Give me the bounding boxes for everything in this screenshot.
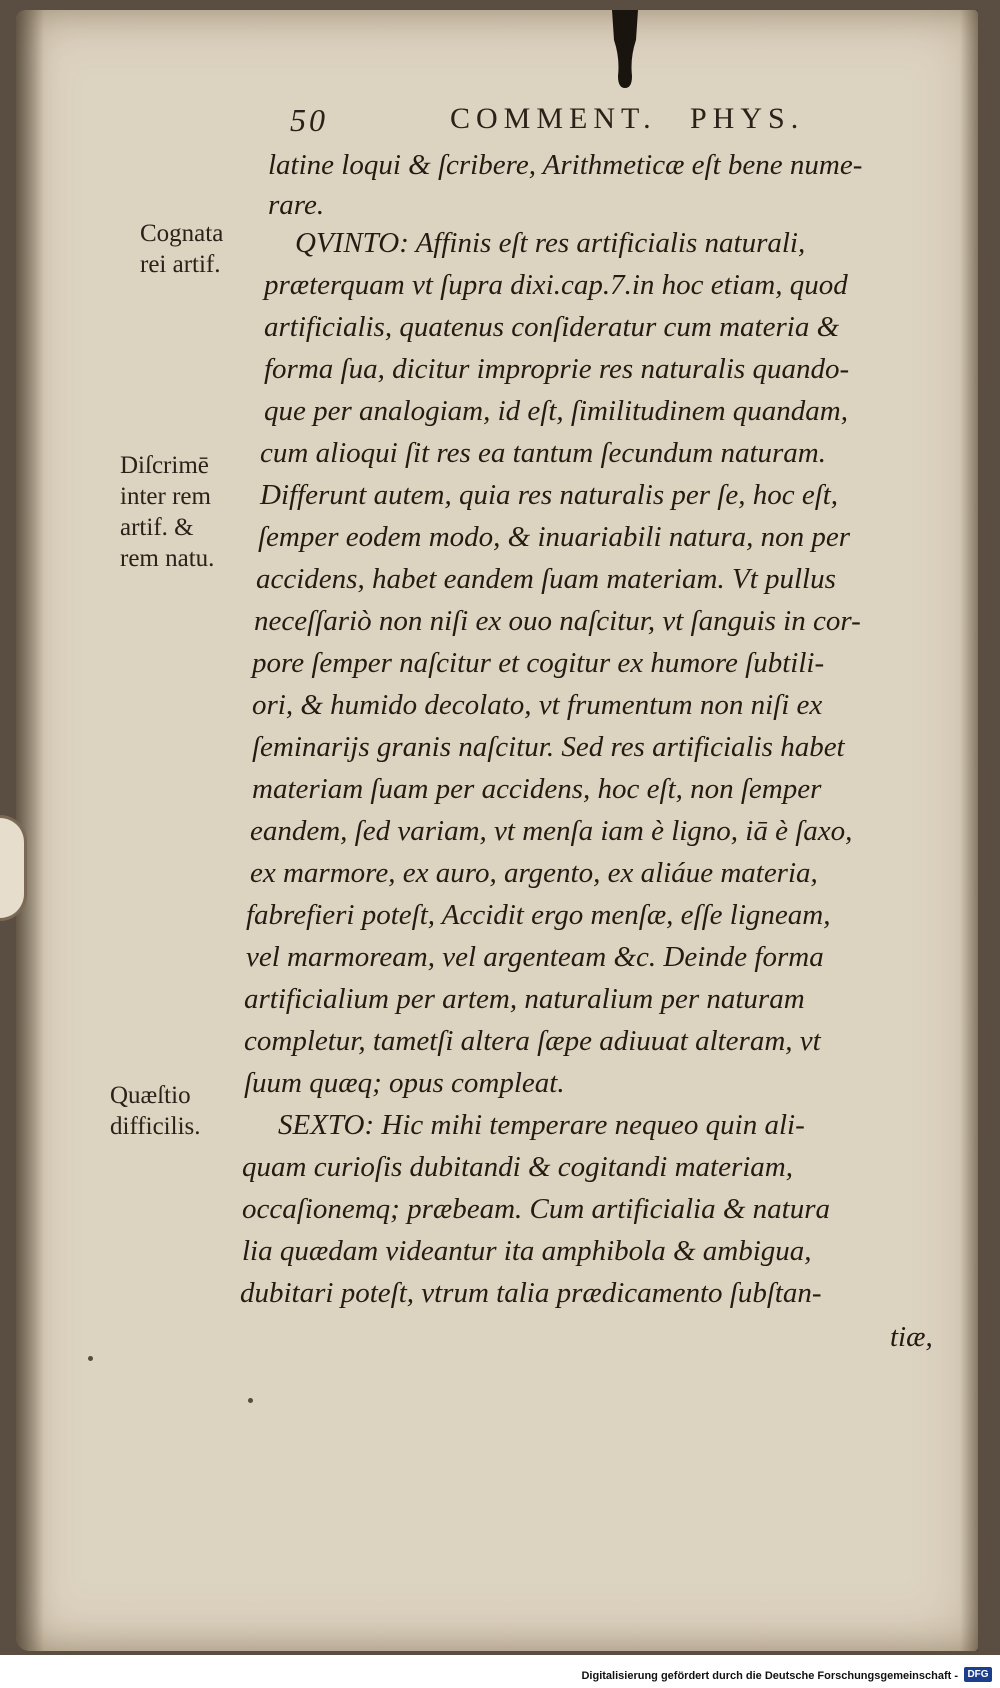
ink-speck — [248, 1398, 253, 1403]
text-line: materiam ſuam per accidens, hoc eſt, non ſemper — [252, 773, 822, 805]
text-line: latine loqui & ſcribere, Arithmeticæ eſt bene nume- — [268, 149, 863, 181]
text-line: fabrefieri poteſt, Accidit ergo menſæ, eſſe ligneam, — [246, 899, 831, 931]
text-line: dubitari poteſt, vtrum talia prædicamento ſubſtan- — [240, 1277, 822, 1309]
text-line: SEXTO: Hic mihi temperare nequeo quin ali- — [278, 1109, 805, 1141]
marginal-line: difficilis. — [110, 1113, 201, 1140]
text-line: artificialis, quatenus conſideratur cum materia & — [264, 311, 840, 343]
text-line: lia quædam videantur ita amphibola & ambigua, — [242, 1235, 812, 1267]
page-edge-shadow — [960, 10, 978, 1651]
text-line: accidens, habet eandem ſuam materiam. Vt pullus — [256, 563, 836, 595]
running-head-right: PHYS. — [690, 102, 805, 135]
text-line: pore ſemper naſcitur et cogitur ex humore ſubtili- — [252, 647, 825, 679]
marginal-line: inter rem — [120, 483, 211, 510]
text-line: ſemper eodem modo, & inuariabili natura, non per — [258, 521, 851, 553]
running-head-left: COMMENT. — [450, 102, 657, 135]
marginal-line: artif. & — [120, 514, 194, 541]
footer-credit: Digitalisierung gefördert durch die Deutsche Forschungsgemeinschaft - — [581, 1670, 958, 1682]
text-line: eandem, ſed variam, vt menſa iam è ligno, iā è ſaxo, — [250, 815, 853, 847]
text-line: completur, tametſi altera ſæpe adiuuat alteram, vt — [244, 1025, 821, 1057]
dfg-logo-icon: DFG — [964, 1667, 992, 1682]
marginal-line: rei artif. — [140, 251, 221, 278]
marginal-line: Diſcrimē — [120, 452, 209, 479]
catchword: tiæ, — [890, 1321, 933, 1353]
text-line: Differunt autem, quia res naturalis per ſe, hoc eſt, — [260, 479, 839, 511]
marginal-line: Quæſtio — [110, 1082, 191, 1109]
page-number: 50 — [290, 102, 328, 138]
marginal-line: rem natu. — [120, 545, 215, 572]
text-line: cum alioqui ſit res ea tantum ſecundum naturam. — [260, 437, 826, 469]
text-line: QVINTO: Affinis eſt res artificialis naturali, — [295, 227, 806, 259]
text-line: rare. — [268, 189, 325, 221]
text-line: ſuum quæq; opus compleat. — [244, 1067, 565, 1099]
text-line: quam curioſis dubitandi & cogitandi materiam, — [242, 1151, 793, 1183]
text-line: que per analogiam, id eſt, ſimilitudinem quandam, — [264, 395, 848, 427]
text-line: artificialium per artem, naturalium per naturam — [244, 983, 805, 1015]
text-line: neceſſariò non niſi ex ouo naſcitur, vt ſanguis in cor- — [254, 605, 861, 637]
ink-speck — [88, 1356, 93, 1361]
running-head — [290, 102, 850, 142]
text-line: ſeminarijs granis naſcitur. Sed res artificialis habet — [252, 731, 845, 763]
text-line: præterquam vt ſupra dixi.cap.7.in hoc etiam, quod — [264, 269, 848, 301]
bookmark-ribbon-icon — [608, 10, 642, 90]
text-line: ex marmore, ex auro, argento, ex aliáue materia, — [250, 857, 818, 889]
book-clasp — [0, 815, 27, 921]
marginal-note-discrimen — [120, 450, 270, 574]
text-line: ori, & humido decolato, vt frumentum non niſi ex — [252, 689, 823, 721]
marginal-note-quaestio — [110, 1080, 260, 1142]
marginal-line: Cognata — [140, 220, 224, 247]
text-line: vel marmoream, vel argenteam &c. Deinde forma — [246, 941, 824, 973]
text-line: forma ſua, dicitur improprie res naturalis quando- — [264, 353, 850, 385]
text-line: occaſionemq; præbeam. Cum artificialia & natura — [242, 1193, 831, 1225]
